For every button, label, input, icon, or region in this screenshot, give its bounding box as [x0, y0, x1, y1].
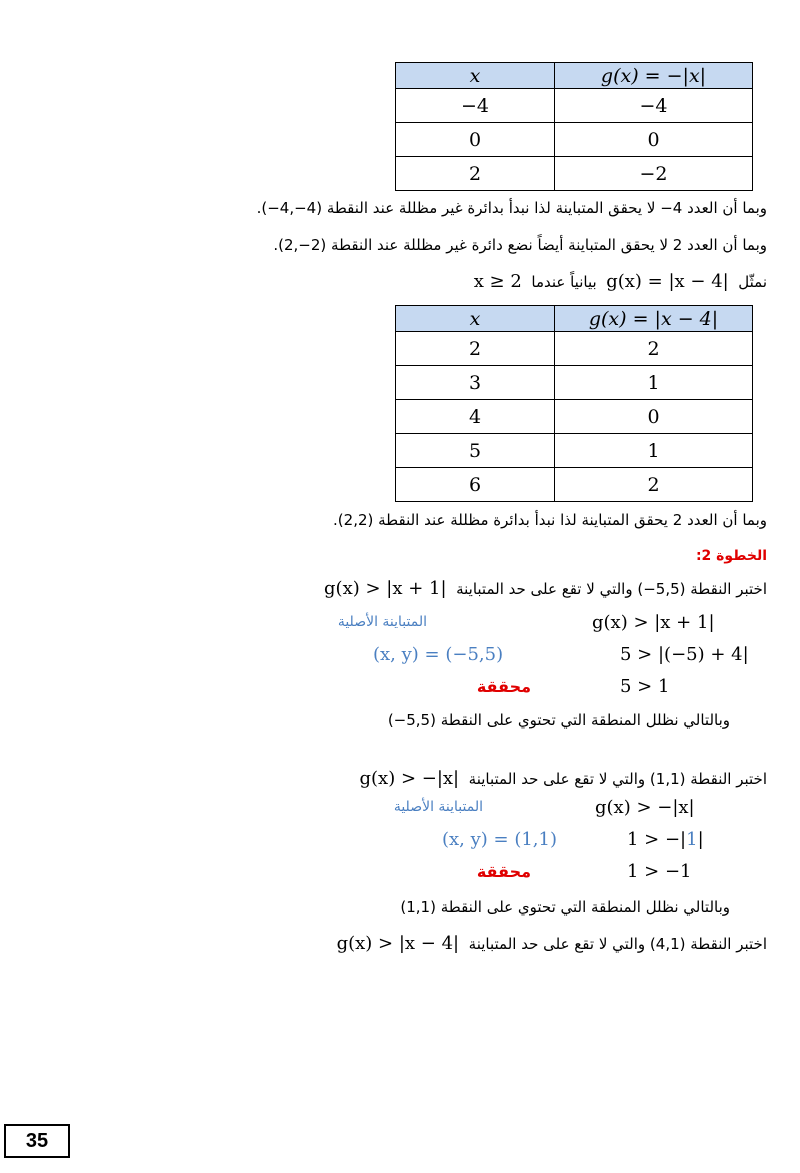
test2-satisfied: محققة [476, 862, 531, 881]
table-cell: 6 [396, 468, 555, 502]
table-cell: 2 [396, 157, 555, 191]
paragraph-line-4: وبما أن العدد 2 يحقق المتباينة لذا نبدأ بدائرة مظللة عند النقطة (2,2). [333, 511, 767, 529]
test2-point: (x, y) = (1,1) [442, 829, 558, 850]
table-cell: 1 [555, 434, 753, 468]
values-table-1 [395, 62, 753, 191]
paragraph-line-2: وبما أن العدد 2 لا يحقق المتباينة أيضاً نضع دائرة غير مظللة عند النقطة (2−,2). [273, 236, 767, 254]
table-cell: 3 [396, 366, 555, 400]
test2-sub-val: 1 [686, 829, 698, 850]
table2-header-x: x [396, 306, 555, 332]
table-cell: 0 [555, 123, 753, 157]
test2-original-label: المتباينة الأصلية [393, 799, 483, 815]
table1-header-x: x [396, 63, 555, 89]
test2-inequality: g(x) > −|x| [359, 768, 460, 789]
paragraph-line-3 [474, 271, 767, 292]
test3-inequality: g(x) > |x − 4| [336, 933, 460, 954]
paragraph-line-1: وبما أن العدد 4− لا يحقق المتباينة لذا نبدأ بدائرة غير مظللة عند النقطة (4−,4−). [256, 199, 767, 217]
test3-intro: اختبر النقطة (4,1) والتي لا تقع على حد المتباينة [468, 935, 767, 953]
test1-substitution: 5 > |(−5) + 4| [620, 644, 749, 665]
test1-intro: اختبر النقطة (5,5−) والتي لا تقع على حد المتباينة [456, 580, 767, 598]
test2-sub-post: | [697, 829, 704, 850]
values-table-2 [395, 305, 753, 502]
line3-text: نمثّل [738, 273, 767, 291]
test1-satisfied: محققة [476, 677, 531, 696]
table-cell: 0 [555, 400, 753, 434]
table2-header-gx: g(x) = |x − 4| [555, 306, 753, 332]
test2-sub-pre: 1 > −| [627, 829, 687, 850]
table-cell: 2 [396, 332, 555, 366]
test2-result: 1 > −1 [627, 861, 692, 882]
test3-intro-line [337, 933, 767, 954]
test2-conclusion: وبالتالي نظلل المنطقة التي تحتوي على النقطة (1,1) [400, 898, 730, 916]
table-cell: 0 [396, 123, 555, 157]
table-cell: 1 [555, 366, 753, 400]
test2-substitution [627, 829, 704, 850]
test1-point: (x, y) = (−5,5) [373, 644, 504, 665]
step-heading: الخطوة 2: [695, 548, 767, 564]
table-cell: 2 [555, 468, 753, 502]
test1-original-label: المتباينة الأصلية [337, 614, 427, 630]
test1-original-math: g(x) > |x + 1| [592, 612, 715, 633]
test1-intro-line [324, 578, 767, 599]
table-cell: 5 [396, 434, 555, 468]
line3-math2: x ≥ 2 [473, 271, 522, 292]
table-cell: −2 [555, 157, 753, 191]
table1-header-gx: g(x) = −|x| [555, 63, 753, 89]
table-cell: −4 [396, 89, 555, 123]
test2-intro-line [360, 768, 768, 789]
test2-intro: اختبر النقطة (1,1) والتي لا تقع على حد المتباينة [468, 770, 767, 788]
page-number: 35 [4, 1124, 70, 1158]
line3-math: g(x) = |x − 4| [606, 271, 729, 292]
test1-inequality: g(x) > |x + 1| [324, 578, 447, 599]
table-cell: 2 [555, 332, 753, 366]
test1-conclusion: وبالتالي نظلل المنطقة التي تحتوي على النقطة (5,5−) [387, 711, 730, 729]
test2-original-math: g(x) > −|x| [595, 797, 695, 818]
test1-result: 5 > 1 [620, 676, 670, 697]
table-cell: −4 [555, 89, 753, 123]
line3-text2: بيانياً عندما [531, 273, 597, 291]
table-cell: 4 [396, 400, 555, 434]
